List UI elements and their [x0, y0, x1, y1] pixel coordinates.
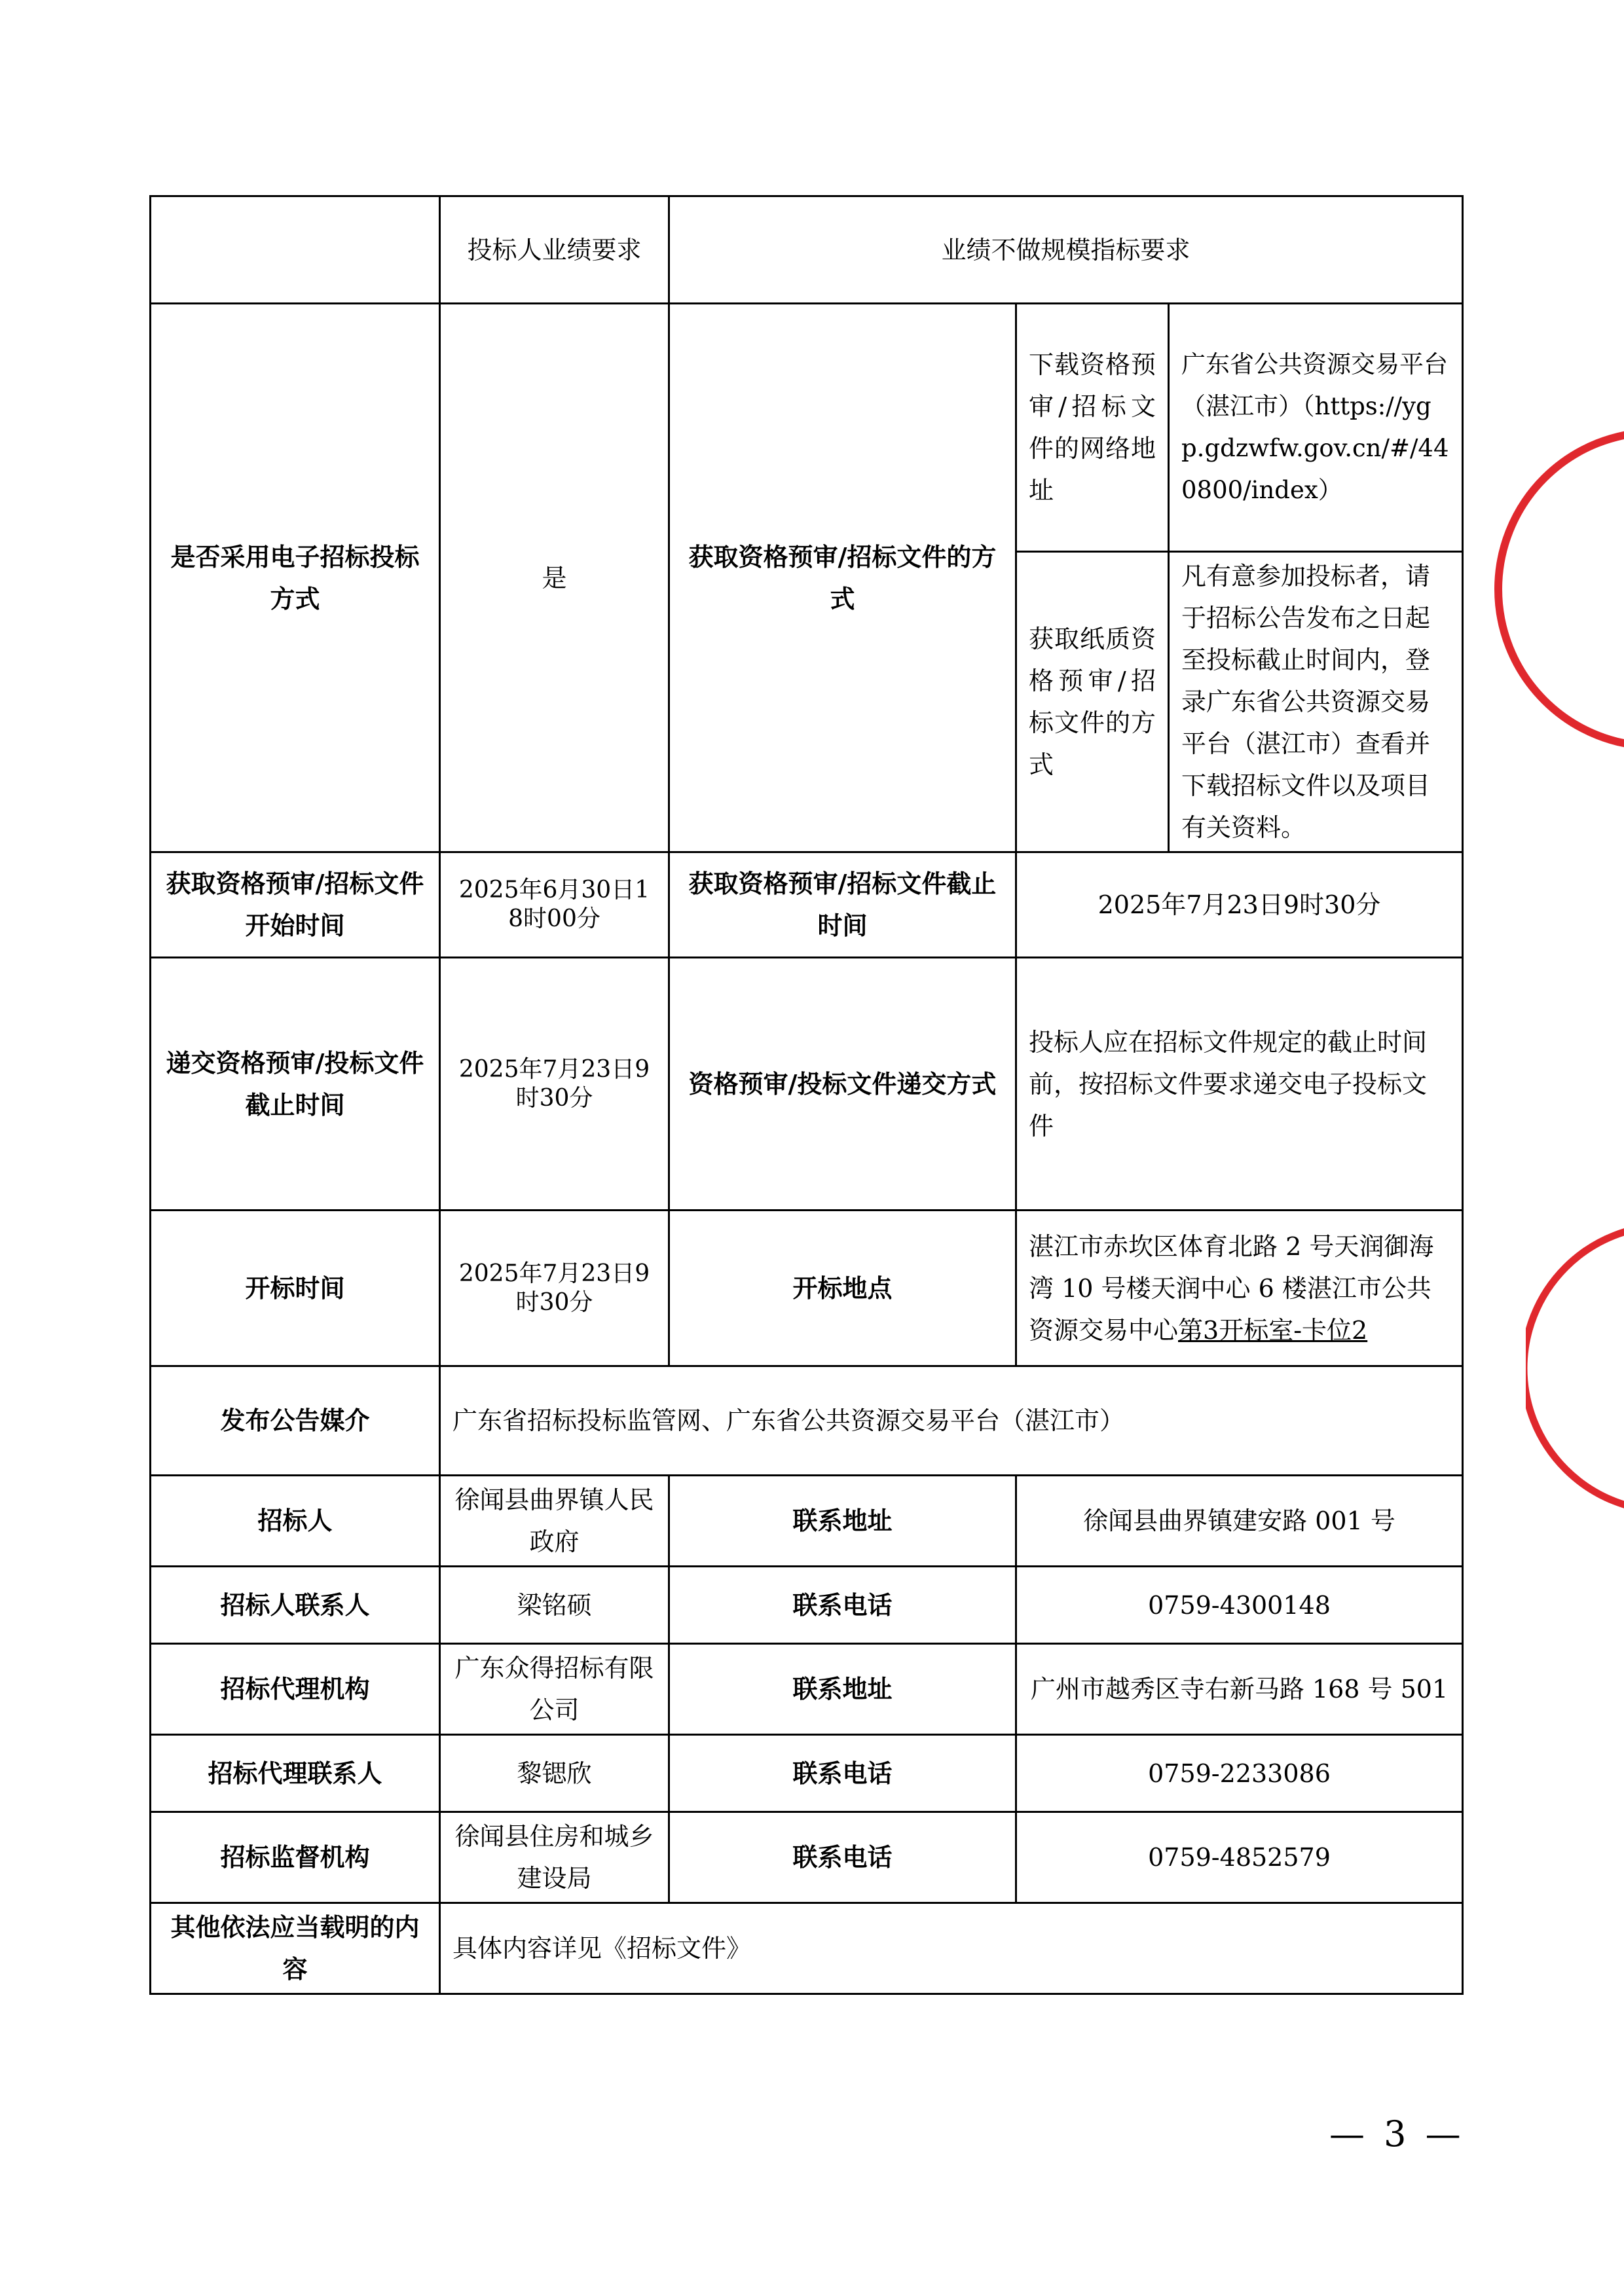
agency-address-label: 联系地址: [669, 1644, 1016, 1735]
obtain-end-value: 2025年7月23日9时30分: [1016, 852, 1463, 958]
submit-deadline-label: 递交资格预审/投标文件截止时间: [151, 958, 440, 1211]
supervisor-phone-value: 0759-4852579: [1016, 1812, 1463, 1903]
opening-room-text: 第3开标室-卡位2: [1178, 1315, 1368, 1345]
tenderer-phone-value: 0759-4300148: [1016, 1567, 1463, 1644]
agency-value: 广东众得招标有限公司: [440, 1644, 669, 1735]
paper-method-label: 获取纸质资格预审/招标文件的方式: [1016, 552, 1169, 852]
tenderer-label: 招标人: [151, 1476, 440, 1567]
obtain-start-label: 获取资格预审/招标文件开始时间: [151, 852, 440, 958]
agency-address-value: 广州市越秀区寺右新马路 168 号 501: [1016, 1644, 1463, 1735]
supervisor-phone-label: 联系电话: [669, 1812, 1016, 1903]
supervisor-label: 招标监督机构: [151, 1812, 440, 1903]
electronic-bidding-value: 是: [440, 304, 669, 852]
table-row-agency: [151, 1644, 1463, 1735]
agency-contact-label: 招标代理联系人: [151, 1735, 440, 1812]
other-label: 其他依法应当载明的内容: [151, 1903, 440, 1994]
tenderer-contact-value: 梁铭硕: [440, 1567, 669, 1644]
performance-label: 投标人业绩要求: [440, 196, 669, 304]
table-row-electronic: [151, 304, 1463, 552]
table-row-submit: [151, 958, 1463, 1211]
tenderer-address-value: 徐闻县曲界镇建安路 001 号: [1016, 1476, 1463, 1567]
tenderer-address-label: 联系地址: [669, 1476, 1016, 1567]
table-row-agency-contact: [151, 1735, 1463, 1812]
tenderer-contact-label: 招标人联系人: [151, 1567, 440, 1644]
submit-method-value: 投标人应在招标文件规定的截止时间前，按招标文件要求递交电子投标文件: [1016, 958, 1463, 1211]
download-address-value: 广东省公共资源交易平台（湛江市）（https://ygp.gdzwfw.gov.cn/#/440800/index）: [1169, 304, 1463, 552]
government-seal: [1480, 419, 1624, 759]
download-address-label: 下载资格预审/招标文件的网络地址: [1016, 304, 1169, 552]
table-row-supervisor: [151, 1812, 1463, 1903]
submit-deadline-value: 2025年7月23日9时30分: [440, 958, 669, 1211]
tender-info-table: [149, 195, 1464, 1995]
tenderer-phone-label: 联系电话: [669, 1567, 1016, 1644]
media-label: 发布公告媒介: [151, 1366, 440, 1476]
submit-method-label: 资格预审/投标文件递交方式: [669, 958, 1016, 1211]
table-row-tenderer-contact: [151, 1567, 1463, 1644]
performance-value: 业绩不做规模指标要求: [669, 196, 1463, 304]
agency-label: 招标代理机构: [151, 1644, 440, 1735]
agency-phone-value: 0759-2233086: [1016, 1735, 1463, 1812]
opening-place-value: [1016, 1211, 1463, 1366]
other-value: 具体内容详见《招标文件》: [440, 1903, 1463, 1994]
blank-cell: [151, 196, 440, 304]
table-row-opening: [151, 1211, 1463, 1366]
table-row-tenderer: [151, 1476, 1463, 1567]
opening-place-label: 开标地点: [669, 1211, 1016, 1366]
table-row-other: [151, 1903, 1463, 1994]
table-row-obtain-time: [151, 852, 1463, 958]
tenderer-value: 徐闻县曲界镇人民政府: [440, 1476, 669, 1567]
table-row-media: [151, 1366, 1463, 1476]
obtain-start-value: 2025年6月30日18时00分: [440, 852, 669, 958]
page-number: — 3 —: [1329, 2113, 1465, 2155]
company-seal: [1526, 1218, 1624, 1519]
supervisor-value: 徐闻县住房和城乡建设局: [440, 1812, 669, 1903]
agency-phone-label: 联系电话: [669, 1735, 1016, 1812]
table-row-performance: [151, 196, 1463, 304]
opening-time-label: 开标时间: [151, 1211, 440, 1366]
obtain-method-label: 获取资格预审/招标文件的方式: [669, 304, 1016, 852]
paper-method-value: 凡有意参加投标者，请于招标公告发布之日起至投标截止时间内，登录广东省公共资源交易平台（湛江市）查看并下载招标文件以及项目有关资料。: [1169, 552, 1463, 852]
electronic-bidding-label: 是否采用电子招标投标方式: [151, 304, 440, 852]
media-value: 广东省招标投标监管网、广东省公共资源交易平台（湛江市）: [440, 1366, 1463, 1476]
opening-place-text: 湛江市赤坎区体育北路 2 号天润御海湾 10 号楼天润中心 6 楼湛江市公共资源交易中心: [1029, 1231, 1434, 1345]
opening-time-value: 2025年7月23日9时30分: [440, 1211, 669, 1366]
obtain-end-label: 获取资格预审/招标文件截止时间: [669, 852, 1016, 958]
company-seal-ring: [1526, 1226, 1624, 1511]
agency-contact-value: 黎锶欣: [440, 1735, 669, 1812]
government-seal-ring: [1498, 432, 1624, 746]
